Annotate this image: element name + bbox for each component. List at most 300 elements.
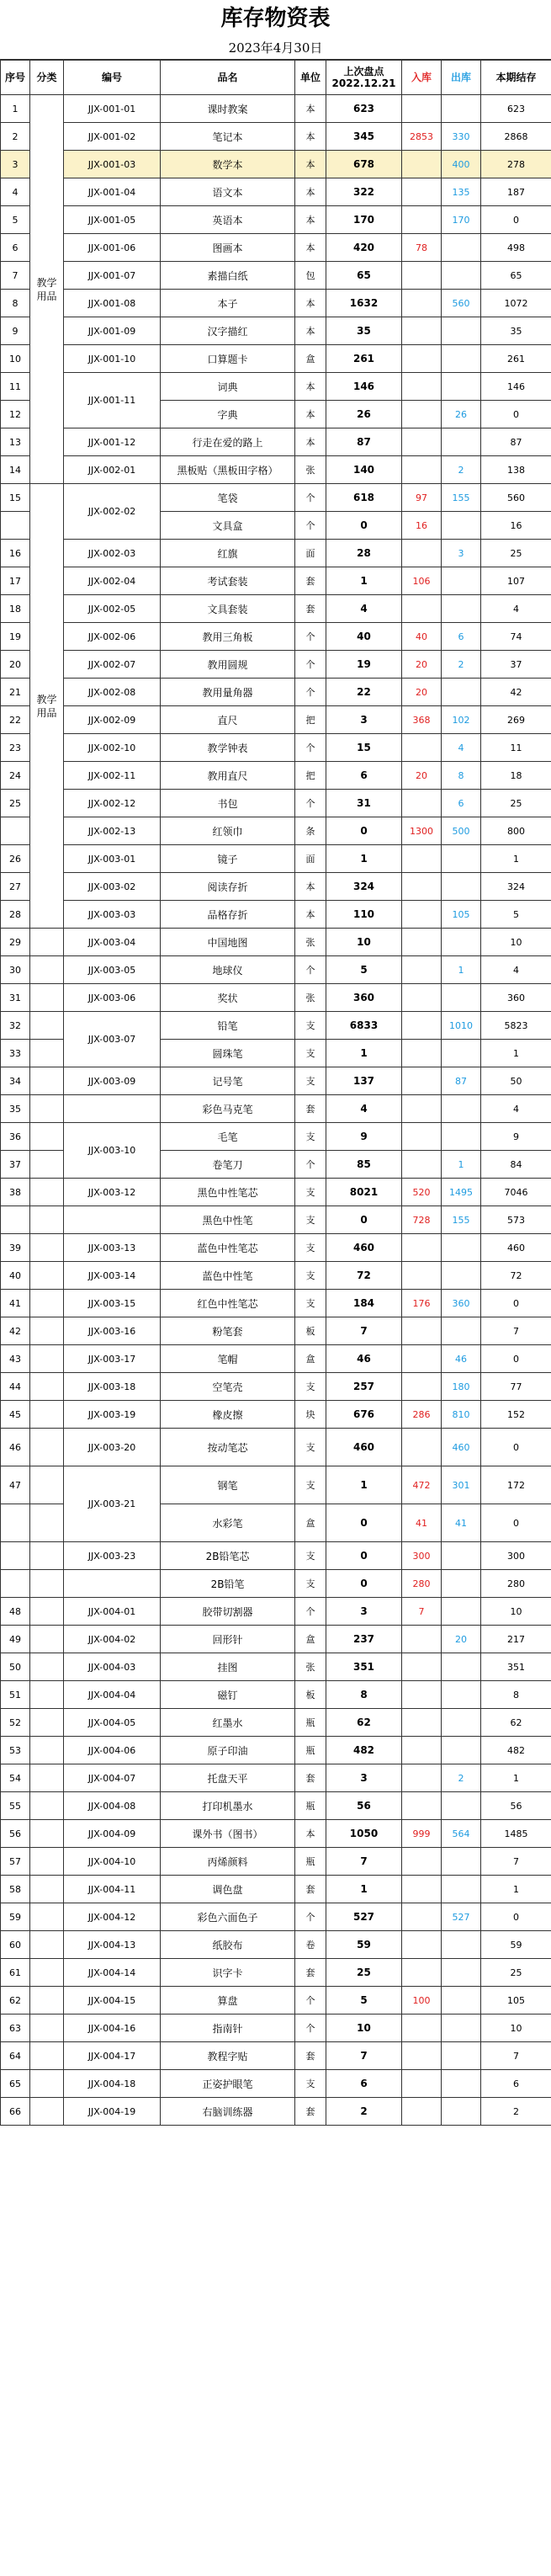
row-balance: 0 xyxy=(481,206,551,234)
row-inbound: 20 xyxy=(402,651,442,679)
row-balance: 59 xyxy=(481,1931,551,1959)
row-code: JJX-003-21 xyxy=(64,1466,161,1542)
row-outbound: 360 xyxy=(442,1290,481,1317)
row-balance: 105 xyxy=(481,1987,551,2014)
table-body xyxy=(1,95,551,2126)
row-seq: 49 xyxy=(1,1626,30,1653)
row-last-count: 7 xyxy=(326,1317,402,1345)
row-balance: 278 xyxy=(481,151,551,178)
category-cell-empty xyxy=(30,2098,64,2126)
row-outbound xyxy=(442,1848,481,1876)
row-inbound xyxy=(402,428,442,456)
row-name: 蓝色中性笔芯 xyxy=(161,1234,295,1262)
category-cell-empty xyxy=(30,2070,64,2098)
row-inbound xyxy=(402,1709,442,1737)
row-code: JJX-003-18 xyxy=(64,1373,161,1401)
row-last-count: 237 xyxy=(326,1626,402,1653)
row-outbound xyxy=(442,95,481,123)
row-last-count: 65 xyxy=(326,262,402,290)
row-name: 原子印油 xyxy=(161,1737,295,1764)
category-cell-empty xyxy=(30,929,64,956)
category-cell-empty xyxy=(30,1542,64,1570)
table-row xyxy=(1,762,551,790)
row-seq: 20 xyxy=(1,651,30,679)
row-code: JJX-001-07 xyxy=(64,262,161,290)
row-name: 胶带切割器 xyxy=(161,1598,295,1626)
row-name: 识字卡 xyxy=(161,1959,295,1987)
row-unit: 支 xyxy=(295,1012,326,1040)
row-code: JJX-004-19 xyxy=(64,2098,161,2126)
table-row xyxy=(1,1598,551,1626)
row-seq: 29 xyxy=(1,929,30,956)
row-unit: 把 xyxy=(295,706,326,734)
row-unit: 本 xyxy=(295,1820,326,1848)
row-seq: 32 xyxy=(1,1012,30,1040)
table-row xyxy=(1,95,551,123)
row-seq: 24 xyxy=(1,762,30,790)
row-unit: 个 xyxy=(295,1151,326,1179)
row-inbound: 2853 xyxy=(402,123,442,151)
category-cell-empty xyxy=(30,1151,64,1179)
row-unit: 个 xyxy=(295,1903,326,1931)
row-balance: 498 xyxy=(481,234,551,262)
row-code: JJX-002-02 xyxy=(64,484,161,540)
row-unit: 卷 xyxy=(295,1931,326,1959)
row-seq: 27 xyxy=(1,873,30,901)
row-balance: 800 xyxy=(481,817,551,845)
row-balance: 2 xyxy=(481,2098,551,2126)
row-unit: 支 xyxy=(295,1040,326,1067)
row-outbound: 564 xyxy=(442,1820,481,1848)
row-seq: 34 xyxy=(1,1067,30,1095)
row-seq: 13 xyxy=(1,428,30,456)
row-seq: 56 xyxy=(1,1820,30,1848)
row-name: 汉字描红 xyxy=(161,317,295,345)
category-cell-empty xyxy=(30,1040,64,1067)
row-last-count: 0 xyxy=(326,1542,402,1570)
row-outbound: 180 xyxy=(442,1373,481,1401)
row-name: 教用三角板 xyxy=(161,623,295,651)
row-code: JJX-003-01 xyxy=(64,845,161,873)
row-inbound xyxy=(402,206,442,234)
row-seq: 65 xyxy=(1,2070,30,2098)
row-name: 图画本 xyxy=(161,234,295,262)
row-inbound: 728 xyxy=(402,1206,442,1234)
table-row xyxy=(1,1737,551,1764)
row-balance: 10 xyxy=(481,1598,551,1626)
row-code: JJX-004-18 xyxy=(64,2070,161,2098)
row-seq: 22 xyxy=(1,706,30,734)
category-cell-empty xyxy=(30,1234,64,1262)
row-unit: 支 xyxy=(295,2070,326,2098)
row-unit: 个 xyxy=(295,1598,326,1626)
table-row xyxy=(1,734,551,762)
table-row xyxy=(1,1820,551,1848)
row-seq: 7 xyxy=(1,262,30,290)
row-balance: 6 xyxy=(481,2070,551,2098)
row-name: 2B铅笔 xyxy=(161,1570,295,1598)
row-code: JJX-004-07 xyxy=(64,1764,161,1792)
row-unit: 本 xyxy=(295,428,326,456)
category-cell-empty xyxy=(30,1848,64,1876)
row-last-count: 1 xyxy=(326,1040,402,1067)
table-row xyxy=(1,873,551,901)
row-seq: 55 xyxy=(1,1792,30,1820)
row-outbound: 3 xyxy=(442,540,481,567)
row-name: 语文本 xyxy=(161,178,295,206)
row-balance: 0 xyxy=(481,1290,551,1317)
row-balance: 187 xyxy=(481,178,551,206)
row-name: 铅笔 xyxy=(161,1012,295,1040)
row-seq: 1 xyxy=(1,95,30,123)
row-outbound xyxy=(442,428,481,456)
row-inbound: 100 xyxy=(402,1987,442,2014)
table-row xyxy=(1,373,551,401)
row-code: JJX-004-14 xyxy=(64,1959,161,1987)
row-code: JJX-004-17 xyxy=(64,2042,161,2070)
row-last-count: 110 xyxy=(326,901,402,929)
sheet-title: 库存物资表 xyxy=(220,6,331,31)
row-code: JJX-004-10 xyxy=(64,1848,161,1876)
row-balance: 74 xyxy=(481,623,551,651)
row-outbound xyxy=(442,1653,481,1681)
table-row xyxy=(1,1681,551,1709)
row-balance: 25 xyxy=(481,790,551,817)
row-balance: 351 xyxy=(481,1653,551,1681)
table-row xyxy=(1,2098,551,2126)
row-outbound: 2 xyxy=(442,651,481,679)
row-unit: 支 xyxy=(295,1262,326,1290)
row-inbound xyxy=(402,317,442,345)
row-code: JJX-001-03 xyxy=(64,151,161,178)
row-outbound xyxy=(442,1737,481,1764)
category-cell-empty xyxy=(30,1598,64,1626)
row-code: JJX-002-11 xyxy=(64,762,161,790)
row-name: 书包 xyxy=(161,790,295,817)
table-row xyxy=(1,1653,551,1681)
row-unit: 本 xyxy=(295,401,326,428)
row-code: JJX-003-07 xyxy=(64,1012,161,1067)
row-last-count: 0 xyxy=(326,817,402,845)
row-balance: 360 xyxy=(481,984,551,1012)
table-row xyxy=(1,1290,551,1317)
row-inbound: 20 xyxy=(402,679,442,706)
row-outbound xyxy=(442,873,481,901)
row-last-count: 9 xyxy=(326,1123,402,1151)
row-seq: 23 xyxy=(1,734,30,762)
row-last-count: 618 xyxy=(326,484,402,512)
row-inbound xyxy=(402,790,442,817)
row-inbound xyxy=(402,734,442,762)
row-seq: 14 xyxy=(1,456,30,484)
row-code: JJX-001-05 xyxy=(64,206,161,234)
table-row xyxy=(1,1234,551,1262)
table-row xyxy=(1,1959,551,1987)
row-unit: 本 xyxy=(295,373,326,401)
category-cell-empty xyxy=(30,1345,64,1373)
row-unit: 张 xyxy=(295,456,326,484)
row-last-count: 184 xyxy=(326,1290,402,1317)
table-row xyxy=(1,1373,551,1401)
row-unit: 支 xyxy=(295,1570,326,1598)
row-outbound xyxy=(442,1317,481,1345)
row-outbound: 87 xyxy=(442,1067,481,1095)
row-outbound xyxy=(442,845,481,873)
row-name: 品格存折 xyxy=(161,901,295,929)
row-outbound: 20 xyxy=(442,1626,481,1653)
row-unit: 板 xyxy=(295,1317,326,1345)
table-row xyxy=(1,1626,551,1653)
table-row xyxy=(1,706,551,734)
row-last-count: 19 xyxy=(326,651,402,679)
row-code: JJX-002-01 xyxy=(64,456,161,484)
row-name: 红墨水 xyxy=(161,1709,295,1737)
row-code: JJX-003-05 xyxy=(64,956,161,984)
row-name: 蓝色中性笔 xyxy=(161,1262,295,1290)
row-outbound: 2 xyxy=(442,1764,481,1792)
row-outbound xyxy=(442,2070,481,2098)
row-code: JJX-003-06 xyxy=(64,984,161,1012)
row-unit: 套 xyxy=(295,2042,326,2070)
row-unit: 盒 xyxy=(295,1345,326,1373)
table-row xyxy=(1,2014,551,2042)
row-code: JJX-002-08 xyxy=(64,679,161,706)
row-balance: 35 xyxy=(481,317,551,345)
row-name: 文具套装 xyxy=(161,595,295,623)
row-unit: 本 xyxy=(295,234,326,262)
header-category: 分类 xyxy=(30,61,64,95)
row-outbound: 810 xyxy=(442,1401,481,1429)
header-unit: 单位 xyxy=(295,61,326,95)
category-cell-empty xyxy=(30,1466,64,1504)
row-seq: 18 xyxy=(1,595,30,623)
row-inbound: 7 xyxy=(402,1598,442,1626)
row-last-count: 28 xyxy=(326,540,402,567)
table-row xyxy=(1,428,551,456)
row-last-count: 26 xyxy=(326,401,402,428)
row-seq: 41 xyxy=(1,1290,30,1317)
row-code: JJX-001-04 xyxy=(64,178,161,206)
row-balance: 560 xyxy=(481,484,551,512)
table-row xyxy=(1,845,551,873)
row-code: JJX-001-01 xyxy=(64,95,161,123)
row-inbound: 286 xyxy=(402,1401,442,1429)
row-balance: 77 xyxy=(481,1373,551,1401)
row-code: JJX-003-23 xyxy=(64,1542,161,1570)
row-unit: 套 xyxy=(295,1095,326,1123)
row-name: 考试套装 xyxy=(161,567,295,595)
row-name: 笔帽 xyxy=(161,1345,295,1373)
row-balance: 5 xyxy=(481,901,551,929)
row-name: 本子 xyxy=(161,290,295,317)
row-seq: 37 xyxy=(1,1151,30,1179)
row-outbound xyxy=(442,2042,481,2070)
row-outbound xyxy=(442,345,481,373)
row-seq: 25 xyxy=(1,790,30,817)
row-name: 黑色中性笔芯 xyxy=(161,1179,295,1206)
row-code: JJX-003-16 xyxy=(64,1317,161,1345)
row-seq: 21 xyxy=(1,679,30,706)
row-outbound: 6 xyxy=(442,790,481,817)
row-last-count: 87 xyxy=(326,428,402,456)
row-last-count: 1050 xyxy=(326,1820,402,1848)
row-inbound xyxy=(402,984,442,1012)
row-last-count: 1 xyxy=(326,1466,402,1504)
sheet-date: 2023年4月30日 xyxy=(0,37,551,60)
row-inbound xyxy=(402,1681,442,1709)
row-outbound: 170 xyxy=(442,206,481,234)
category-cell-empty xyxy=(30,1067,64,1095)
row-unit: 支 xyxy=(295,1466,326,1504)
row-name: 黑板贴（黑板田字格） xyxy=(161,456,295,484)
row-unit: 盒 xyxy=(295,345,326,373)
row-last-count: 0 xyxy=(326,1206,402,1234)
row-inbound: 1300 xyxy=(402,817,442,845)
row-inbound: 520 xyxy=(402,1179,442,1206)
row-name: 红领巾 xyxy=(161,817,295,845)
category-cell-empty xyxy=(30,1931,64,1959)
row-unit: 套 xyxy=(295,1764,326,1792)
row-unit: 瓶 xyxy=(295,1792,326,1820)
row-name: 按动笔芯 xyxy=(161,1429,295,1466)
category-cell-empty xyxy=(30,1262,64,1290)
row-balance: 65 xyxy=(481,262,551,290)
row-unit: 个 xyxy=(295,790,326,817)
category-cell-empty xyxy=(30,1681,64,1709)
row-unit: 瓶 xyxy=(295,1709,326,1737)
inventory-table xyxy=(0,60,551,2126)
row-outbound xyxy=(442,1095,481,1123)
row-seq: 54 xyxy=(1,1764,30,1792)
row-code: JJX-003-02 xyxy=(64,873,161,901)
row-last-count: 460 xyxy=(326,1234,402,1262)
row-name: 直尺 xyxy=(161,706,295,734)
row-outbound: 155 xyxy=(442,484,481,512)
row-seq: 3 xyxy=(1,151,30,178)
category-cell-empty xyxy=(30,1570,64,1598)
table-row xyxy=(1,651,551,679)
row-balance: 37 xyxy=(481,651,551,679)
row-balance: 623 xyxy=(481,95,551,123)
row-balance: 84 xyxy=(481,1151,551,1179)
row-code: JJX-003-13 xyxy=(64,1234,161,1262)
row-seq: 52 xyxy=(1,1709,30,1737)
row-balance: 16 xyxy=(481,512,551,540)
row-last-count: 345 xyxy=(326,123,402,151)
row-inbound: 97 xyxy=(402,484,442,512)
row-name: 空笔壳 xyxy=(161,1373,295,1401)
row-outbound xyxy=(442,1123,481,1151)
row-code: JJX-004-05 xyxy=(64,1709,161,1737)
row-last-count: 3 xyxy=(326,1764,402,1792)
table-row xyxy=(1,1848,551,1876)
row-last-count: 2 xyxy=(326,2098,402,2126)
row-inbound xyxy=(402,873,442,901)
row-seq: 15 xyxy=(1,484,30,512)
row-unit: 瓶 xyxy=(295,1737,326,1764)
category-cell-empty xyxy=(30,1987,64,2014)
row-balance: 11 xyxy=(481,734,551,762)
table-row xyxy=(1,1876,551,1903)
row-inbound xyxy=(402,1040,442,1067)
row-balance: 1485 xyxy=(481,1820,551,1848)
row-code: JJX-002-03 xyxy=(64,540,161,567)
row-name: 教程字贴 xyxy=(161,2042,295,2070)
table-row xyxy=(1,262,551,290)
row-inbound xyxy=(402,595,442,623)
row-seq: 36 xyxy=(1,1123,30,1151)
row-last-count: 261 xyxy=(326,345,402,373)
category-cell-empty xyxy=(30,1903,64,1931)
row-balance: 324 xyxy=(481,873,551,901)
row-unit: 张 xyxy=(295,929,326,956)
row-outbound: 155 xyxy=(442,1206,481,1234)
row-inbound xyxy=(402,1959,442,1987)
table-row xyxy=(1,929,551,956)
row-last-count: 623 xyxy=(326,95,402,123)
row-balance: 62 xyxy=(481,1709,551,1737)
row-name: 课时教案 xyxy=(161,95,295,123)
row-balance: 0 xyxy=(481,1903,551,1931)
row-outbound: 400 xyxy=(442,151,481,178)
row-seq xyxy=(1,817,30,845)
row-inbound xyxy=(402,2070,442,2098)
row-unit: 条 xyxy=(295,817,326,845)
table-row xyxy=(1,1179,551,1206)
row-outbound xyxy=(442,1709,481,1737)
row-outbound: 6 xyxy=(442,623,481,651)
row-unit: 支 xyxy=(295,1373,326,1401)
table-row xyxy=(1,1987,551,2014)
row-inbound xyxy=(402,1095,442,1123)
row-last-count: 678 xyxy=(326,151,402,178)
row-last-count: 5 xyxy=(326,956,402,984)
row-outbound xyxy=(442,2014,481,2042)
row-last-count: 676 xyxy=(326,1401,402,1429)
row-inbound: 78 xyxy=(402,234,442,262)
table-row xyxy=(1,178,551,206)
row-seq xyxy=(1,1570,30,1598)
row-code: JJX-003-03 xyxy=(64,901,161,929)
row-code: JJX-001-06 xyxy=(64,234,161,262)
row-last-count: 324 xyxy=(326,873,402,901)
row-code: JJX-004-13 xyxy=(64,1931,161,1959)
row-last-count: 4 xyxy=(326,1095,402,1123)
row-inbound xyxy=(402,456,442,484)
row-balance: 72 xyxy=(481,1262,551,1290)
row-seq: 60 xyxy=(1,1931,30,1959)
row-outbound xyxy=(442,234,481,262)
row-balance: 2868 xyxy=(481,123,551,151)
row-outbound xyxy=(442,1262,481,1290)
row-unit: 本 xyxy=(295,178,326,206)
row-outbound xyxy=(442,567,481,595)
row-balance: 300 xyxy=(481,1542,551,1570)
row-seq: 31 xyxy=(1,984,30,1012)
row-balance: 4 xyxy=(481,956,551,984)
row-inbound xyxy=(402,373,442,401)
row-name: 纸胶布 xyxy=(161,1931,295,1959)
table-row xyxy=(1,623,551,651)
row-seq: 30 xyxy=(1,956,30,984)
category-cell-empty xyxy=(30,1709,64,1737)
row-code: JJX-001-10 xyxy=(64,345,161,373)
row-code: JJX-004-03 xyxy=(64,1653,161,1681)
row-name: 文具盒 xyxy=(161,512,295,540)
row-code: JJX-004-12 xyxy=(64,1903,161,1931)
row-outbound xyxy=(442,1681,481,1709)
row-last-count: 460 xyxy=(326,1429,402,1466)
